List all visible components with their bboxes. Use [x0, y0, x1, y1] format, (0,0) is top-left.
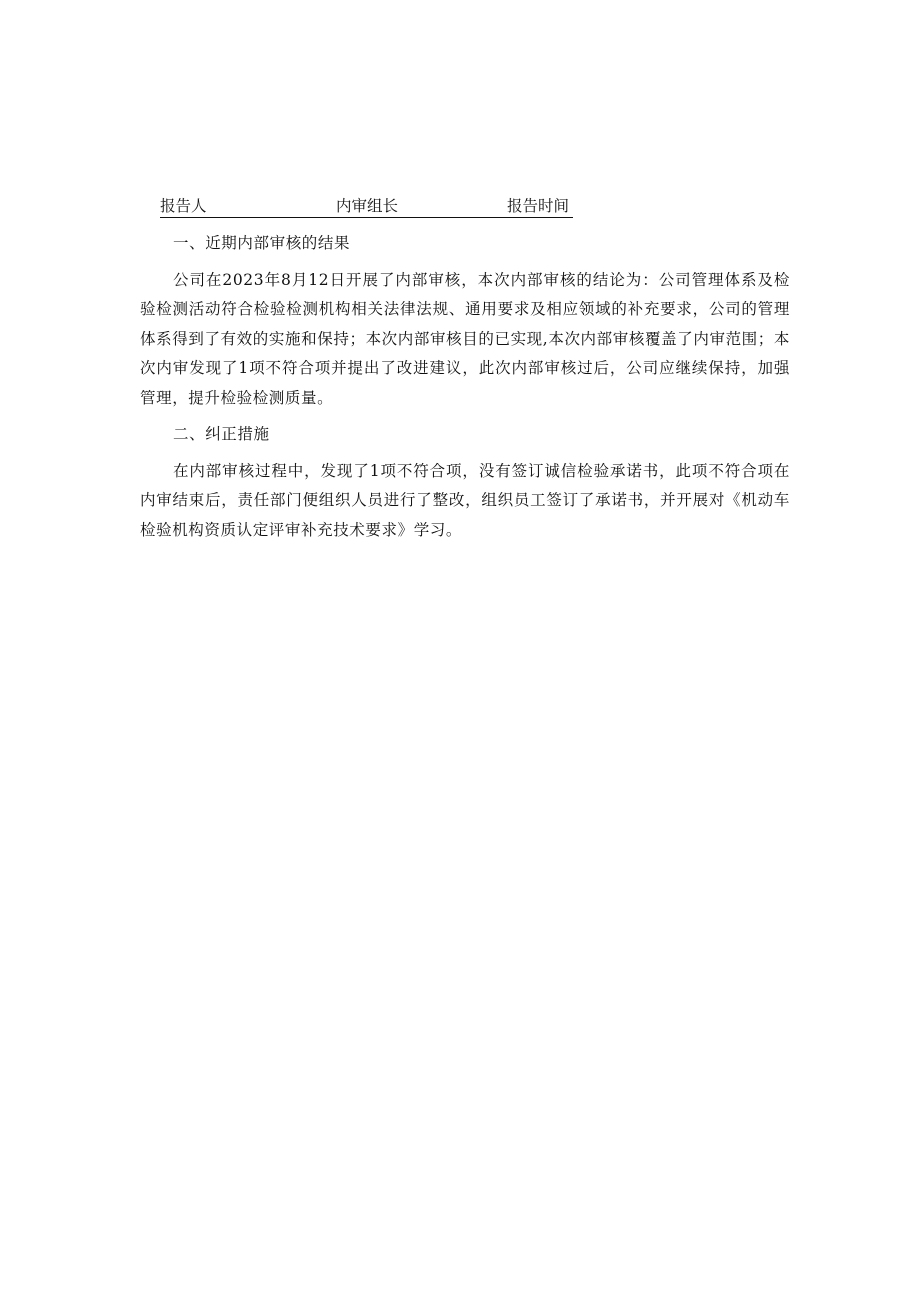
report-time-label: 报告时间	[507, 196, 573, 218]
report-body	[140, 229, 790, 552]
section-heading-corrective-actions: 二、纠正措施	[173, 425, 270, 443]
report-signature-line	[160, 196, 580, 220]
audit-leader-label: 内审组长	[336, 196, 507, 218]
section-paragraph-audit-results: 公司在2023年8月12日开展了内部审核，本次内部审核的结论为：公司管理体系及检验检测活动符合检验检测机构相关法律法规、通用要求及相应领域的补充要求，公司的管理体系得到了有效的实施和保持；本次内部审核目的已实现,本次内部审核覆盖了内审范围；本次内审发现了1项不符合项并提出了改进建议，此次内部审核过后，公司应继续保持，加强管理，提升检验检测质量。	[140, 270, 790, 407]
section-paragraph-corrective-actions: 在内部审核过程中，发现了1项不符合项，没有签订诚信检验承诺书，此项不符合项在内审结束后，责任部门便组织人员进行了整改，组织员工签订了承诺书，并开展对《机动车检验机构资质认定评审补充技术要求》学习。	[140, 461, 790, 539]
section-heading-audit-results: 一、近期内部审核的结果	[173, 234, 351, 252]
reporter-label: 报告人	[160, 196, 336, 218]
